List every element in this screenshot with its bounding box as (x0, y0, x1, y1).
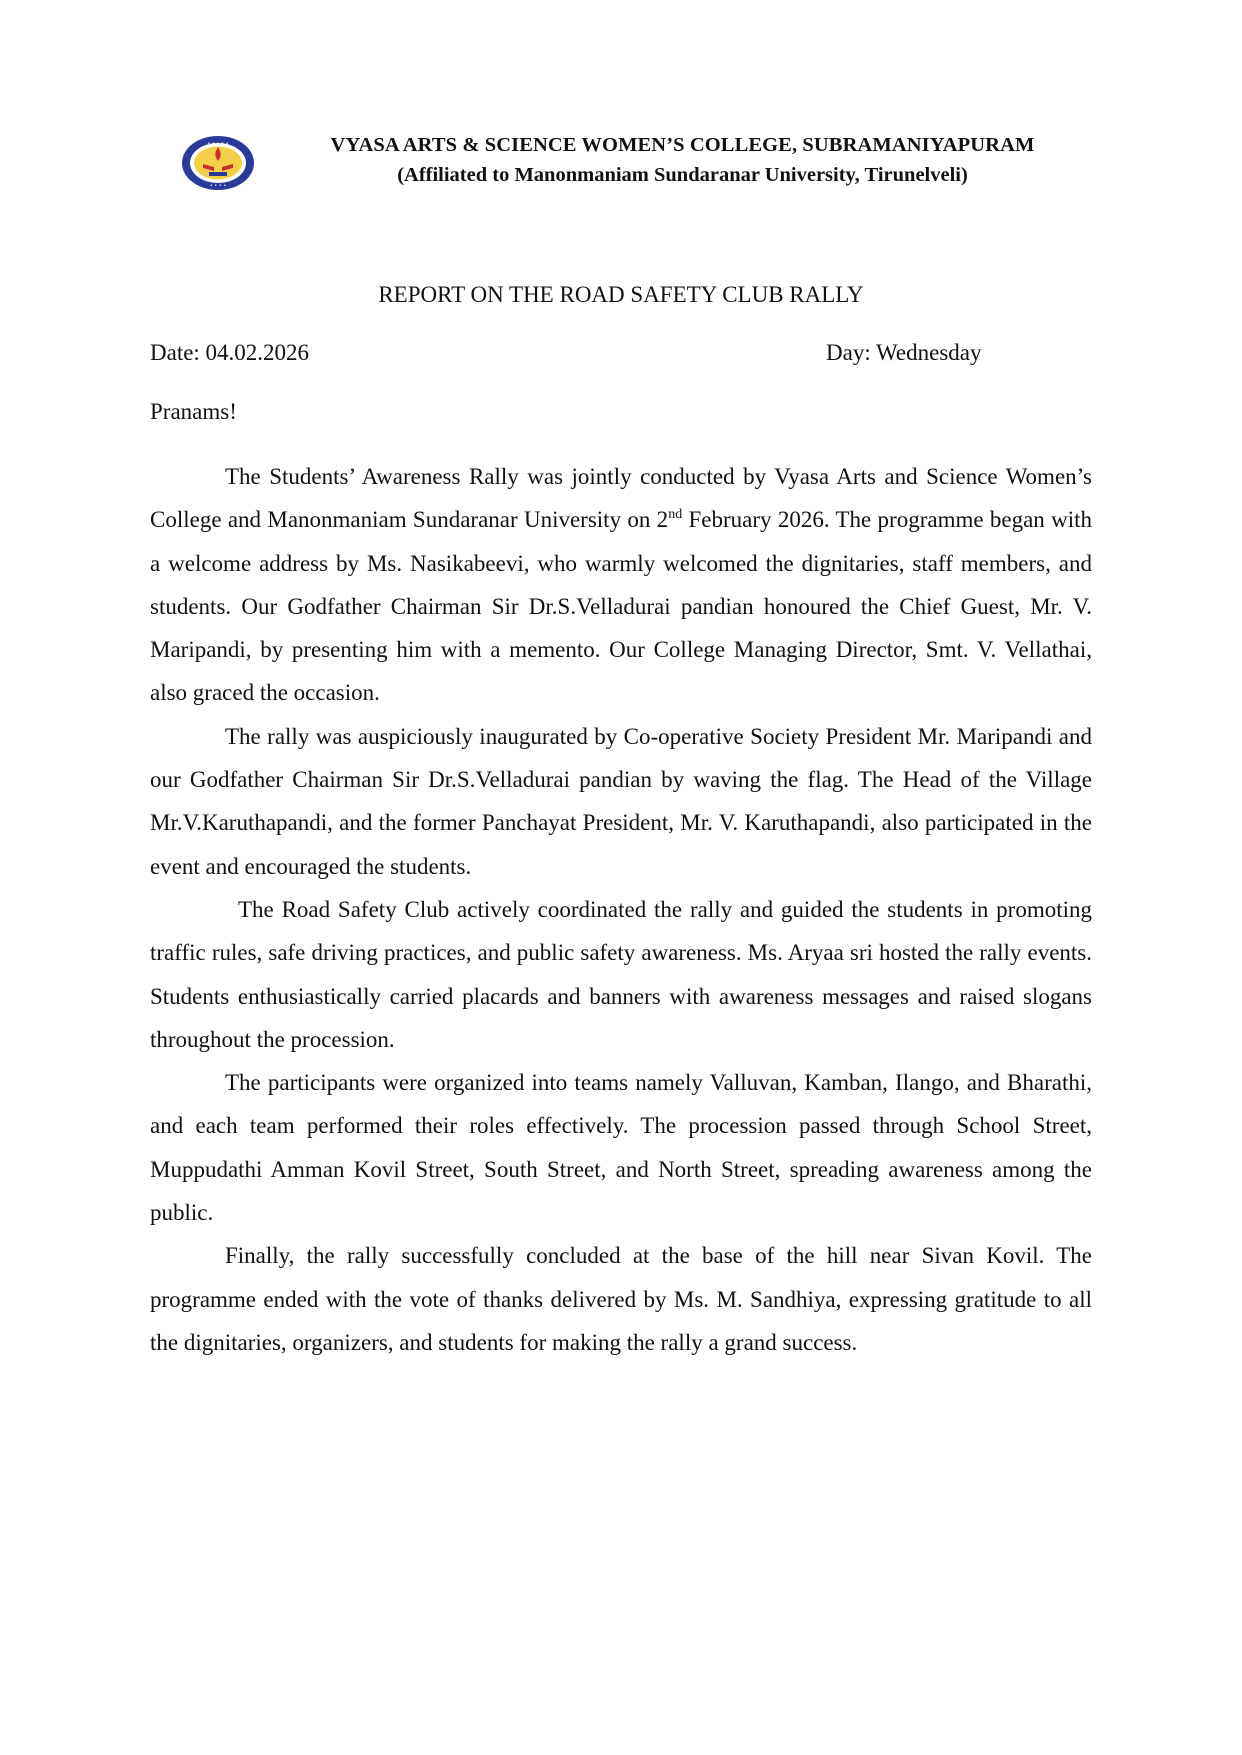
letterhead (175, 130, 1095, 200)
college-info (270, 130, 1095, 190)
svg-text:• • • •: • • • • (209, 183, 227, 189)
svg-text:• • • • •: • • • • • (207, 141, 229, 147)
paragraph-1-text-a: The Students’ Awareness Rally was jointly conducted by Vyasa Arts and Science Women’s College and Manonmaniam Sundaranar University on 2 (150, 464, 1092, 533)
affiliation-line: (Affiliated to Manonmaniam Sundaranar University, Tirunelveli) (397, 164, 968, 186)
paragraph-4: The participants were organized into teams namely Valluvan, Kamban, Ilango, and Bharathi, and each team performed their roles effectively. The procession passed through School Street, Muppudathi Amman Kovil Street, South Street, and North Street, spreading awareness among the public. (150, 1070, 1092, 1226)
greeting: Pranams! (150, 399, 237, 424)
report-day: Day: Wednesday (826, 340, 982, 365)
college-name: VYASA ARTS & SCIENCE WOMEN’S COLLEGE, SUBRAMANIYAPURAM (330, 134, 1035, 156)
college-emblem-icon (179, 134, 257, 192)
paragraph-5: Finally, the rally successfully concluded at the base of the hill near Sivan Kovil. The programme ended with the vote of thanks delivered by Ms. M. Sandhiya, expressing gratitude to all the dignitaries, organizers, and students for making the rally a grand success. (150, 1243, 1092, 1355)
paragraph-1 (150, 455, 1092, 715)
paragraph-3: The Road Safety Club actively coordinated the rally and guided the students in promoting traffic rules, safe driving practices, and public safety awareness. Ms. Aryaa sri hosted the rally events. Students enthusiastically carried placards and banners with awareness messages and raised slogans throughout the procession. (150, 896, 1092, 1052)
report-body (150, 455, 1092, 1364)
paragraph-2: The rally was auspiciously inaugurated by Co-operative Society President Mr. Maripandi and our Godfather Chairman Sir Dr.S.Velladurai pandian by waving the flag. The Head of the Village Mr.V.Karuthapandi, and the former Panchayat President, Mr. V. Karuthapandi, also participated in the event and encouraged the students. (150, 723, 1092, 879)
report-date: Date: 04.02.2026 (150, 340, 310, 365)
ordinal-suffix: nd (668, 507, 683, 523)
paragraph-1-text-b: February 2026. The programme began with a welcome address by Ms. Nasikabeevi, who warmly welcomed the dignitaries, staff members, and students. Our Godfather Chairman Sir Dr.S.Velladurai pandian honoured the Chief Guest, Mr. V. Maripandi, by presenting him with a memento. Our College Managing Director, Smt. V. Vellathai, also graced the occasion. (150, 507, 1092, 706)
report-title: REPORT ON THE ROAD SAFETY CLUB RALLY (378, 282, 864, 307)
